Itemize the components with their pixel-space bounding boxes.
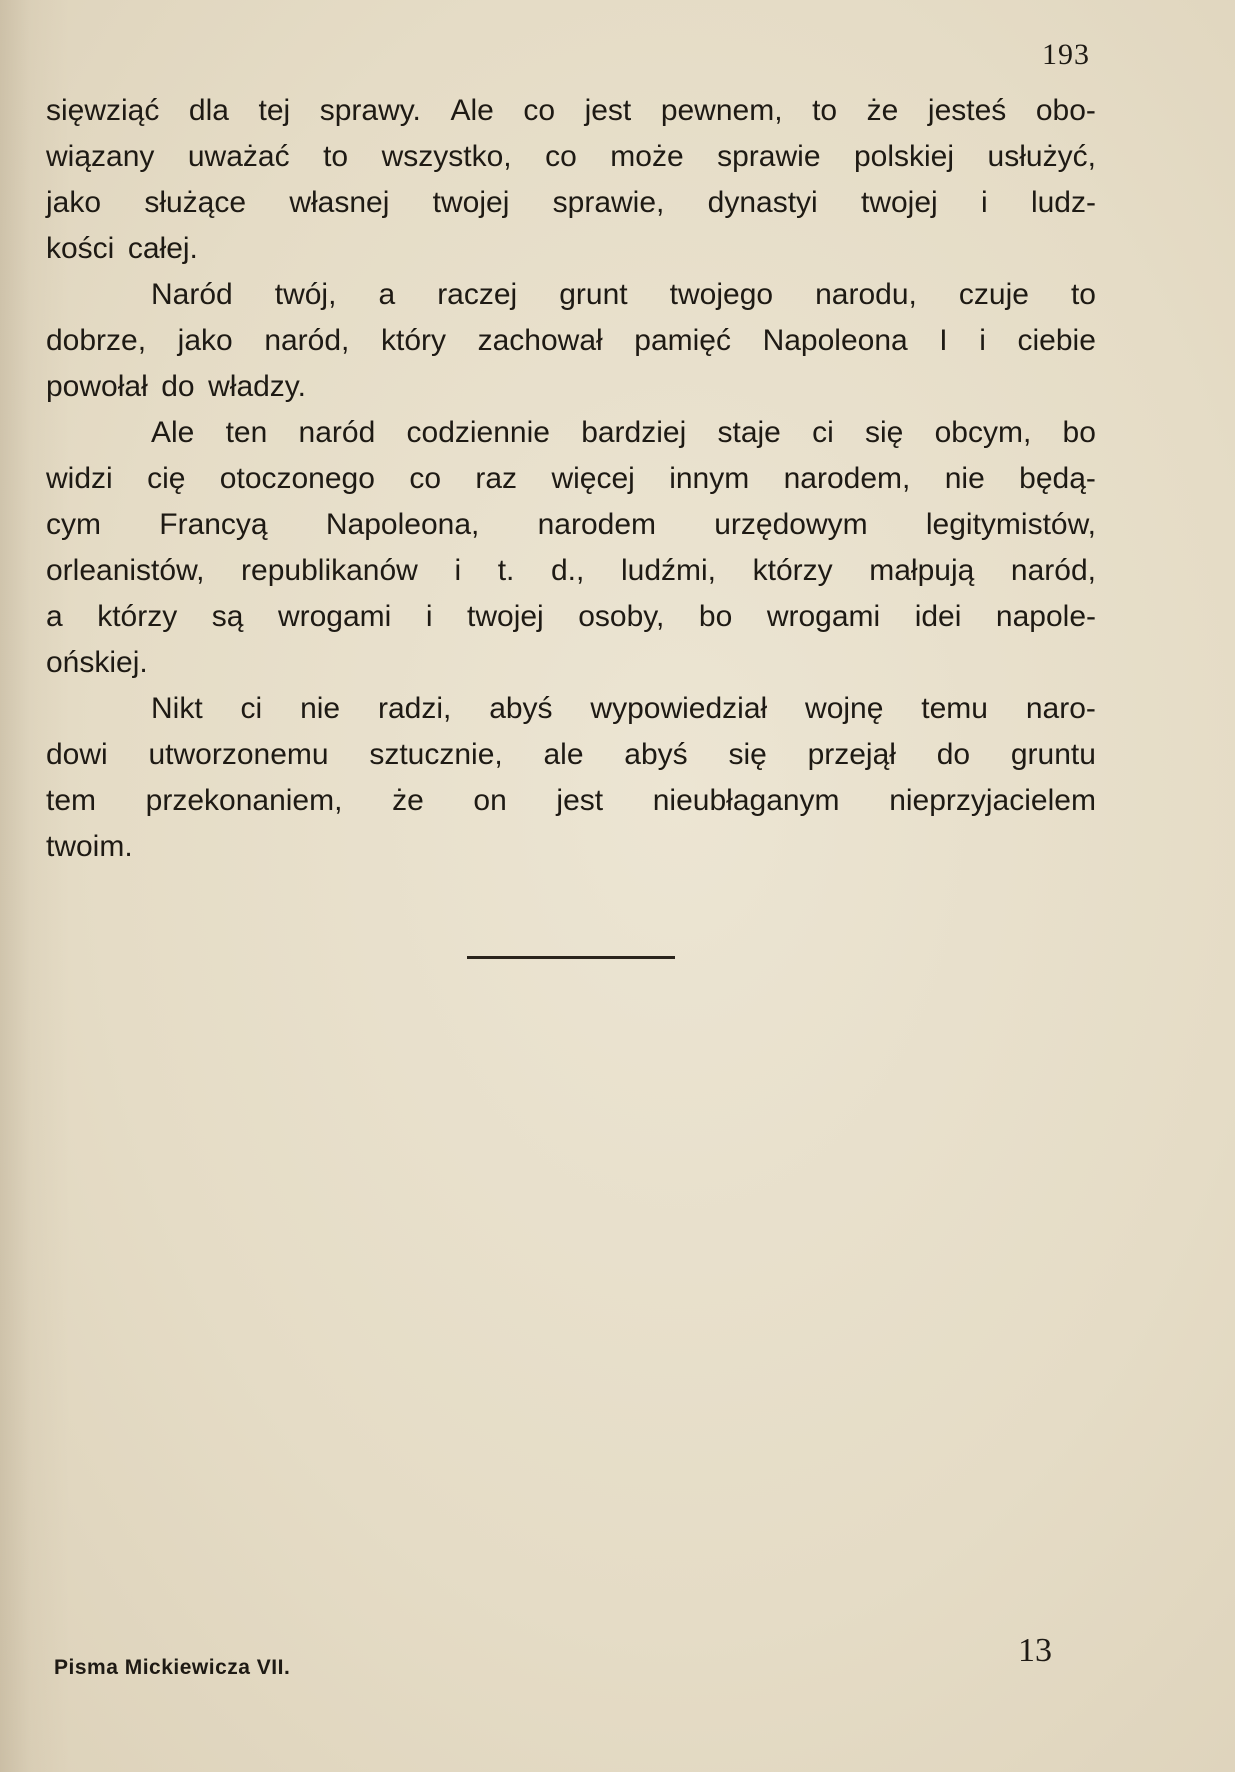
word: co bbox=[523, 94, 556, 127]
word: ci bbox=[240, 692, 263, 725]
word: przejął bbox=[807, 738, 896, 771]
word: się bbox=[728, 738, 767, 771]
word: ludźmi, bbox=[620, 554, 716, 587]
word: nieubłaganym bbox=[652, 784, 840, 817]
text-line bbox=[46, 824, 1096, 870]
word: codziennie bbox=[406, 416, 550, 449]
word: widzi bbox=[46, 462, 113, 495]
word: ludz- bbox=[1030, 186, 1096, 219]
word: bo bbox=[698, 600, 733, 633]
word: sprawie, bbox=[552, 186, 665, 219]
word: narodem bbox=[537, 508, 656, 541]
word: to bbox=[1070, 278, 1096, 311]
word: cym bbox=[46, 508, 101, 541]
signature-mark: 13 bbox=[1018, 1632, 1052, 1669]
word: ale bbox=[543, 738, 584, 771]
text-line bbox=[46, 548, 1096, 594]
word: dowi bbox=[46, 738, 108, 771]
word: naród bbox=[298, 416, 376, 449]
word: i bbox=[425, 600, 433, 633]
word: abyś bbox=[624, 738, 688, 771]
word: legitymistów, bbox=[925, 508, 1096, 541]
word: urzędowym bbox=[714, 508, 868, 541]
word: są bbox=[211, 600, 244, 633]
text-line bbox=[46, 410, 1096, 456]
text-line bbox=[46, 318, 1096, 364]
word: naro- bbox=[1025, 692, 1096, 725]
word: orleanistów, bbox=[46, 554, 205, 587]
word: i bbox=[979, 324, 986, 357]
word: polskiej bbox=[853, 140, 955, 173]
word: Napoleona, bbox=[325, 508, 480, 541]
word: kości bbox=[46, 232, 115, 265]
word: sięwziąć bbox=[46, 94, 160, 127]
word: Naród bbox=[151, 278, 233, 311]
word: a bbox=[46, 600, 63, 633]
word: obcym, bbox=[934, 416, 1032, 449]
word: zachował bbox=[477, 324, 603, 357]
word: małpują bbox=[869, 554, 975, 587]
word: twój, bbox=[274, 278, 337, 311]
word: się bbox=[865, 416, 904, 449]
word: abyś bbox=[489, 692, 553, 725]
word: więcej bbox=[551, 462, 635, 495]
word: usłużyć, bbox=[987, 140, 1096, 173]
word: radzi, bbox=[377, 692, 452, 725]
word: ciebie bbox=[1017, 324, 1096, 357]
word: i bbox=[454, 554, 462, 587]
word: którzy bbox=[752, 554, 833, 587]
word: a bbox=[378, 278, 396, 311]
word: wiązany bbox=[46, 140, 155, 173]
word: przekonaniem, bbox=[145, 784, 343, 817]
word: on bbox=[473, 784, 507, 817]
word: to bbox=[323, 140, 349, 173]
word: idei bbox=[914, 600, 962, 633]
word: dla bbox=[188, 94, 229, 127]
word: wrogami bbox=[766, 600, 881, 633]
word: jako bbox=[46, 186, 102, 219]
word: całej. bbox=[127, 232, 198, 265]
word: którzy bbox=[97, 600, 178, 633]
word: jako bbox=[177, 324, 233, 357]
word: naród, bbox=[1010, 554, 1096, 587]
word: co bbox=[409, 462, 441, 495]
word: powołał bbox=[46, 370, 148, 403]
text-line bbox=[46, 502, 1096, 548]
word: jesteś bbox=[927, 94, 1007, 127]
footer-book-title: Pisma Mickiewicza VII. bbox=[54, 1656, 291, 1679]
word: ten bbox=[225, 416, 268, 449]
word: twoim. bbox=[46, 830, 133, 863]
word: t. bbox=[497, 554, 515, 587]
word: do bbox=[936, 738, 971, 771]
word: będą- bbox=[1019, 462, 1096, 495]
section-separator-rule bbox=[467, 956, 675, 959]
word: innym bbox=[669, 462, 750, 495]
word: nie bbox=[300, 692, 341, 725]
word: cię bbox=[147, 462, 186, 495]
word: republikanów bbox=[241, 554, 418, 587]
word: Ale bbox=[450, 94, 494, 127]
word: napole- bbox=[995, 600, 1096, 633]
text-line bbox=[46, 640, 1096, 686]
word: Ale bbox=[151, 416, 195, 449]
text-line bbox=[46, 456, 1096, 502]
word: do bbox=[161, 370, 195, 403]
word: czuje bbox=[958, 278, 1029, 311]
text-line bbox=[46, 88, 1096, 134]
word: obo- bbox=[1035, 94, 1096, 127]
word: d., bbox=[551, 554, 585, 587]
word: wypowiedział bbox=[590, 692, 768, 725]
word: grunt bbox=[559, 278, 628, 311]
word: i bbox=[980, 186, 988, 219]
word: własnej bbox=[289, 186, 390, 219]
word: bo bbox=[1062, 416, 1096, 449]
word: wrogami bbox=[277, 600, 392, 633]
word: utworzonemu bbox=[148, 738, 329, 771]
word: ońskiej. bbox=[46, 646, 148, 679]
word: co bbox=[545, 140, 577, 173]
word: sztucznie, bbox=[369, 738, 503, 771]
word: twojego bbox=[669, 278, 774, 311]
word: otoczonego bbox=[219, 462, 375, 495]
text-line bbox=[46, 686, 1096, 732]
word: gruntu bbox=[1010, 738, 1096, 771]
text-line bbox=[46, 226, 1096, 272]
word: pewnem, bbox=[660, 94, 783, 127]
word: bardziej bbox=[581, 416, 687, 449]
word: uważać bbox=[187, 140, 290, 173]
word: naród, bbox=[264, 324, 350, 357]
word: nie bbox=[944, 462, 985, 495]
word: staje bbox=[717, 416, 781, 449]
word: raz bbox=[475, 462, 518, 495]
body-text bbox=[46, 88, 1096, 870]
word: Francyą bbox=[159, 508, 268, 541]
word: dynastyi bbox=[707, 186, 818, 219]
word: wojnę bbox=[805, 692, 884, 725]
word: osoby, bbox=[578, 600, 665, 633]
text-line bbox=[46, 732, 1096, 778]
word: jest bbox=[584, 94, 632, 127]
word: Nikt bbox=[151, 692, 203, 725]
word: I bbox=[939, 324, 948, 357]
word: wszystko, bbox=[381, 140, 512, 173]
word: że bbox=[866, 94, 899, 127]
word: twojej bbox=[432, 186, 510, 219]
word: tej bbox=[258, 94, 291, 127]
word: twojej bbox=[861, 186, 938, 219]
text-line bbox=[46, 180, 1096, 226]
word: jest bbox=[556, 784, 604, 817]
text-line bbox=[46, 778, 1096, 824]
text-line bbox=[46, 594, 1096, 640]
word: temu bbox=[921, 692, 988, 725]
word: służące bbox=[144, 186, 247, 219]
text-line bbox=[46, 134, 1096, 180]
word: raczej bbox=[437, 278, 518, 311]
word: twojej bbox=[467, 600, 544, 633]
word: to bbox=[812, 94, 838, 127]
word: sprawie bbox=[717, 140, 821, 173]
word: dobrze, bbox=[46, 324, 147, 357]
word: pamięć bbox=[634, 324, 731, 357]
word: tem bbox=[46, 784, 97, 817]
text-line bbox=[46, 272, 1096, 318]
word: Napoleona bbox=[762, 324, 908, 357]
word: władzy. bbox=[208, 370, 306, 403]
word: że bbox=[392, 784, 424, 817]
word: ci bbox=[812, 416, 834, 449]
page-number: 193 bbox=[1042, 38, 1090, 71]
word: może bbox=[610, 140, 684, 173]
text-line bbox=[46, 364, 1096, 410]
word: nieprzyjacielem bbox=[889, 784, 1096, 817]
word: sprawy. bbox=[319, 94, 421, 127]
word: który bbox=[380, 324, 446, 357]
word: narodem, bbox=[783, 462, 911, 495]
word: narodu, bbox=[815, 278, 917, 311]
